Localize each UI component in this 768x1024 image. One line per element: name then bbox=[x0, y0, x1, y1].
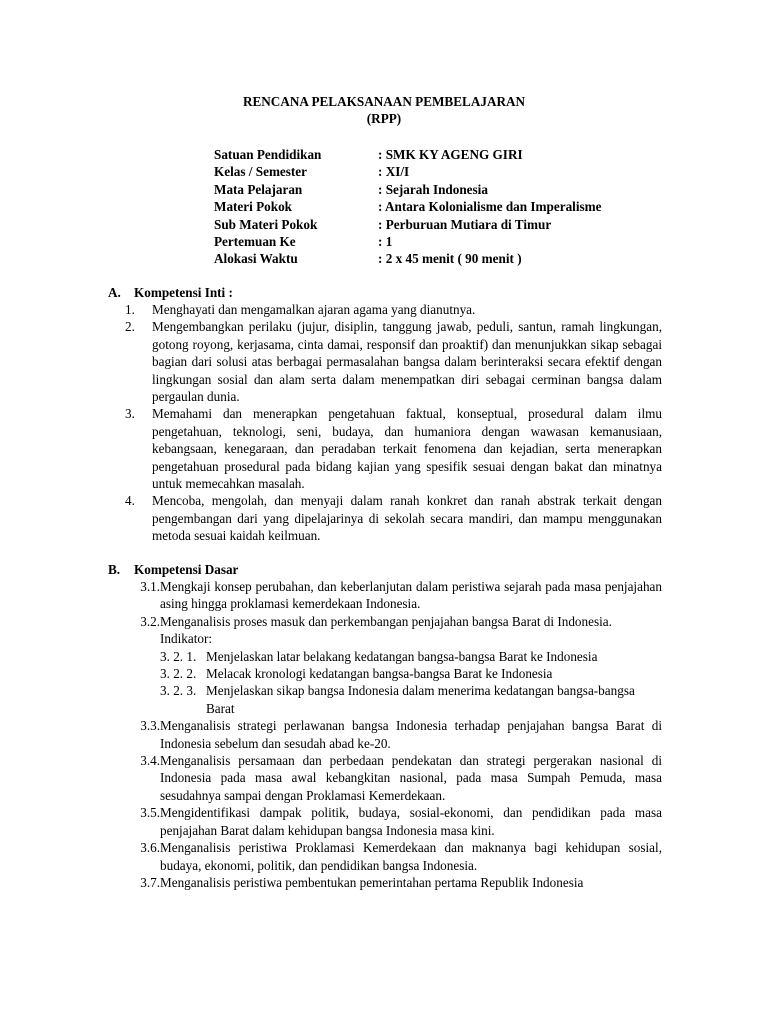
info-label: Sub Materi Pokok bbox=[214, 216, 318, 232]
info-value: : SMK KY AGENG GIRI bbox=[378, 146, 523, 163]
info-value: : Perburuan Mutiara di Timur bbox=[378, 216, 551, 233]
item-text: Menganalisis peristiwa Proklamasi Kemerdekaan dan maknanya bagi kehidupan sosial, budaya, ekonomi, politik, dan pendidikan bangsa Indonesia. bbox=[160, 840, 662, 873]
document-subtitle: (RPP) bbox=[366, 111, 402, 126]
indikator-item bbox=[125, 665, 662, 682]
list-item bbox=[125, 874, 662, 891]
info-label: Satuan Pendidikan bbox=[214, 147, 322, 162]
item-number: 3.3. bbox=[140, 718, 160, 734]
info-row bbox=[214, 146, 601, 163]
list-item bbox=[125, 752, 662, 804]
item-text: Menganalisis strategi perlawanan bangsa Indonesia terhadap penjajahan bangsa Barat di Indonesia sebelum dan sesudah abad ke-20. bbox=[160, 718, 662, 751]
indikator-item bbox=[125, 682, 662, 717]
item-text: Mengembangkan perilaku (jujur, disiplin, tanggung jawab, peduli, santun, ramah lingkungan, gotong royong, kerjasama, cinta damai, responsif dan proaktif) dan menunjukkan sikap sebagai bagian dari solusi atas berbagai permasalahan bangsa dalam berinteraksi secara efektif dengan lingkungan sosial dan alam serta dalam menempatkan diri sebagai cerminan bangsa dalam pergaulan dunia. bbox=[152, 319, 662, 405]
info-label: Pertemuan Ke bbox=[214, 233, 296, 249]
indikator-label: Indikator: bbox=[160, 631, 213, 647]
info-row bbox=[214, 163, 601, 180]
item-text: Memahami dan menerapkan pengetahuan faktual, konseptual, prosedural dalam ilmu pengetahuan, teknologi, seni, budaya, dan humaniora dengan wawasan kemanusiaan, kebangsaan, kenegaraan, dan peradaban terkait fenomena dan kejadian, serta menerapkan pengetahuan prosedural pada bidang kajian yang spesifik sesuai dengan bakat dan minatnya untuk memecahkan masalah. bbox=[152, 406, 662, 492]
section-letter: A. bbox=[108, 285, 121, 300]
indikator-number: 3. 2. 1. bbox=[160, 648, 197, 664]
kompetensi-dasar-list bbox=[125, 578, 662, 891]
info-label: Mata Pelajaran bbox=[214, 181, 303, 197]
document-title: RENCANA PELAKSANAAN PEMBELAJARAN bbox=[242, 94, 526, 109]
info-label: Materi Pokok bbox=[214, 199, 293, 215]
list-item bbox=[125, 301, 662, 318]
item-text: Menganalisis peristiwa pembentukan pemerintahan pertama Republik Indonesia bbox=[160, 874, 584, 890]
item-text: Mengkaji konsep perubahan, dan keberlanjutan dalam peristiwa sejarah pada masa penjajahan asing hingga proklamasi kemerdekaan Indonesia. bbox=[160, 579, 662, 612]
indikator-text: Menjelaskan sikap bangsa Indonesia dalam menerima kedatangan bangsa-bangsa Barat bbox=[206, 683, 635, 716]
info-row bbox=[214, 198, 601, 215]
item-text: Menganalisis persamaan dan perbedaan pendekatan dan strategi pergerakan nasional di Indonesia pada masa awal kebangkitan nasional, pada masa Sumpah Pemuda, masa sesudahnya sampai dengan Proklamasi Kemerdekaan. bbox=[160, 753, 662, 803]
list-item bbox=[125, 492, 662, 544]
list-item bbox=[125, 318, 662, 405]
item-number: 3.4. bbox=[140, 753, 160, 769]
item-text: Mencoba, mengolah, dan menyaji dalam ranah konkret dan ranah abstrak terkait dengan pengembangan dari yang dipelajarinya di sekolah secara mandiri, dan mampu menggunakan metoda sesuai kaidah keilmuan. bbox=[152, 493, 662, 544]
indikator-item bbox=[125, 648, 662, 665]
item-number: 1. bbox=[125, 302, 135, 317]
info-value: : 2 x 45 menit ( 90 menit ) bbox=[378, 250, 522, 267]
indikator-number: 3. 2. 3. bbox=[160, 683, 197, 699]
item-number: 3.7. bbox=[140, 874, 160, 890]
item-number: 3.1. bbox=[140, 579, 160, 594]
info-value: : XI/I bbox=[378, 163, 409, 180]
list-item bbox=[125, 405, 662, 492]
kompetensi-inti-list bbox=[125, 301, 662, 545]
section-a-heading bbox=[108, 284, 233, 301]
item-text: Menganalisis proses masuk dan perkembangan penjajahan bangsa Barat di Indonesia. bbox=[160, 613, 612, 629]
list-item bbox=[125, 717, 662, 752]
indikator-number: 3. 2. 2. bbox=[160, 666, 197, 682]
info-label: Alokasi Waktu bbox=[214, 251, 298, 267]
info-row bbox=[214, 233, 601, 250]
item-number: 3.5. bbox=[140, 805, 160, 821]
info-row bbox=[214, 181, 601, 198]
info-label: Kelas / Semester bbox=[214, 164, 308, 180]
section-b-heading bbox=[108, 561, 238, 578]
list-item bbox=[125, 613, 662, 630]
info-value: : Antara Kolonialisme dan Imperalisme bbox=[378, 198, 601, 215]
item-text: Mengidentifikasi dampak politik, budaya, sosial-ekonomi, dan pendidikan pada masa penjajahan Barat dalam kehidupan bangsa Indonesia masa kini. bbox=[160, 805, 662, 838]
item-number: 3.2. bbox=[140, 613, 160, 629]
item-number: 2. bbox=[125, 319, 135, 335]
info-value: : Sejarah Indonesia bbox=[378, 181, 488, 198]
section-title: Kompetensi Dasar bbox=[134, 562, 239, 577]
section-letter: B. bbox=[108, 562, 121, 577]
item-number: 3.6. bbox=[140, 840, 160, 856]
info-value: : 1 bbox=[378, 233, 392, 250]
list-item bbox=[125, 839, 662, 874]
indikator-text: Melacak kronologi kedatangan bangsa-bangsa Barat ke Indonesia bbox=[206, 666, 553, 682]
item-number: 4. bbox=[125, 493, 135, 509]
item-number: 3. bbox=[125, 406, 135, 422]
section-title: Kompetensi Inti : bbox=[134, 285, 233, 300]
identity-table bbox=[214, 146, 601, 268]
indikator-text: Menjelaskan latar belakang kedatangan bangsa-bangsa Barat ke Indonesia bbox=[206, 648, 598, 664]
item-text: Menghayati dan mengamalkan ajaran agama yang dianutnya. bbox=[152, 302, 476, 317]
list-item bbox=[125, 804, 662, 839]
info-row bbox=[214, 216, 601, 233]
list-item bbox=[125, 578, 662, 613]
info-row bbox=[214, 250, 601, 267]
